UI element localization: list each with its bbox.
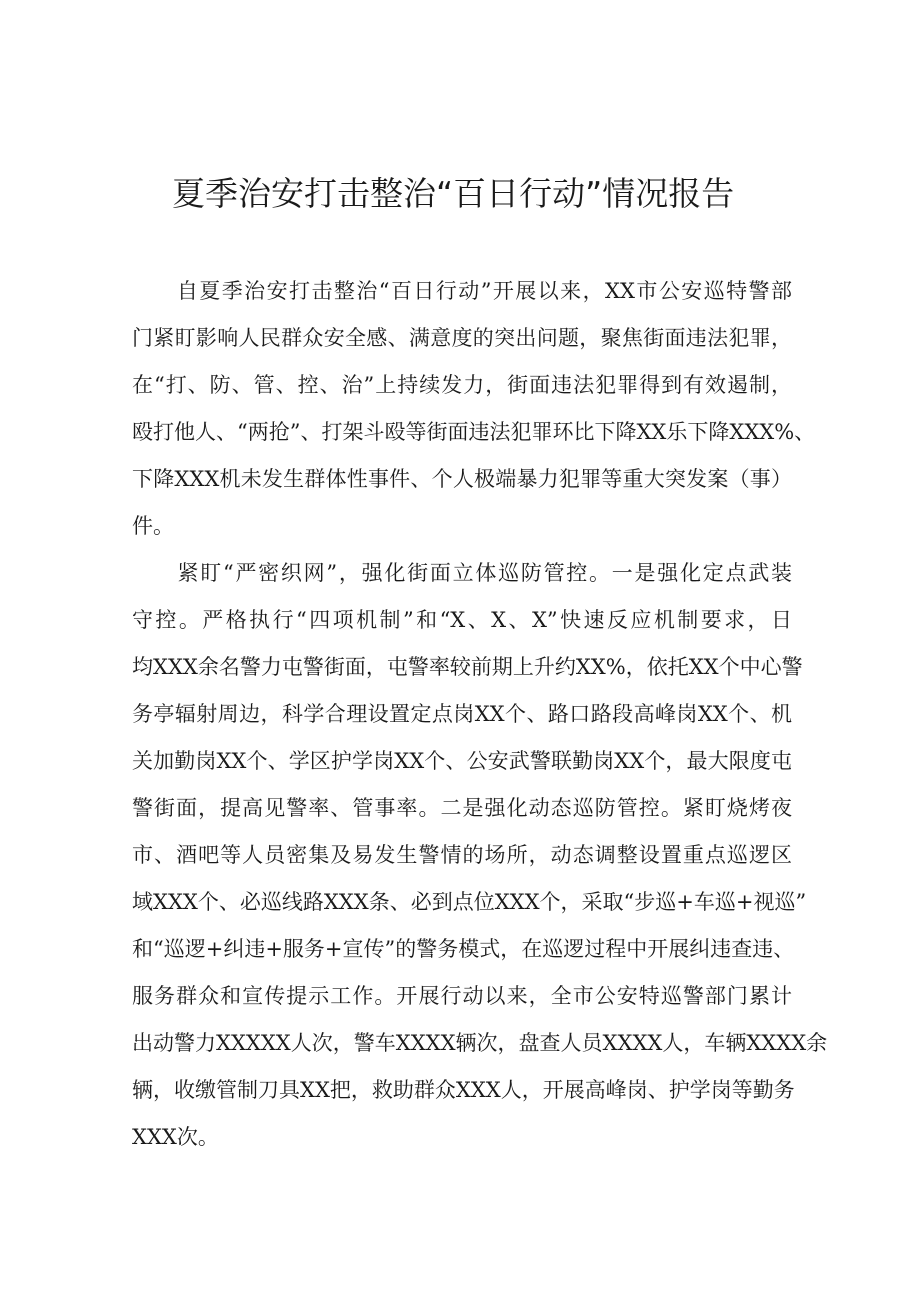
text-line: 守控。严格执行“四项机制”和“X、X、X”快速反应机制要求，日 — [132, 608, 792, 632]
text-line: 市、酒吧等人员密集及易发生警情的场所，动态调整设置重点巡逻区 — [132, 843, 792, 867]
text-line: 门紧盯影响人民群众安全感、满意度的突出问题，聚焦街面违法犯罪， — [132, 326, 792, 350]
text-line: 殴打他人、“两抢”、打架斗殴等街面违法犯罪环比下降XX乐下降XXX%、 — [132, 420, 816, 444]
paragraph-2 — [132, 550, 828, 1161]
text-line: 辆，收缴管制刀具XX把，救助群众XXX人，开展高峰岗、护学岗等勤务 — [132, 1078, 795, 1102]
document-title: 夏季治安打击整治“百日行动”情况报告 — [172, 174, 735, 213]
paragraph-1 — [132, 268, 816, 550]
text-line: 服务群众和宣传提示工作。开展行动以来，全市公安特巡警部门累计 — [132, 984, 792, 1008]
text-line: 警街面，提高见警率、管事率。二是强化动态巡防管控。紧盯烧烤夜 — [132, 796, 792, 820]
text-line: 紧盯“严密织网”，强化街面立体巡防管控。一是强化定点武装 — [132, 561, 792, 585]
text-line: XXX次。 — [132, 1125, 219, 1149]
text-line: 在“打、防、管、控、治”上持续发力，街面违法犯罪得到有效遏制， — [132, 373, 792, 397]
text-line: 务亭辐射周边，科学合理设置定点岗XX个、路口路段高峰岗XX个、机 — [132, 702, 792, 726]
text-line: 件。 — [132, 514, 174, 538]
text-line: 关加勤岗XX个、学区护学岗XX个、公安武警联勤岗XX个，最大限度屯 — [132, 749, 792, 773]
text-line: 均XXX余名警力屯警街面，屯警率较前期上升约XX%，依托XX个中心警 — [132, 655, 803, 679]
text-line: 自夏季治安打击整治“百日行动”开展以来，XX市公安巡特警部 — [132, 279, 792, 303]
text-line: 出动警力XXXXX人次，警车XXXX辆次，盘查人员XXXX人，车辆XXXX余 — [132, 1031, 828, 1055]
text-line: 域XXX个、必巡线路XXX条、必到点位XXX个，采取“步巡+车巡+视巡” — [132, 890, 807, 914]
document-body — [132, 268, 828, 1161]
text-line: 下降XXX机未发生群体性事件、个人极端暴力犯罪等重大突发案（事） — [132, 467, 792, 491]
text-line: 和“巡逻+纠违+服务+宣传”的警务模式，在巡逻过程中开展纠违查违、 — [132, 937, 795, 961]
